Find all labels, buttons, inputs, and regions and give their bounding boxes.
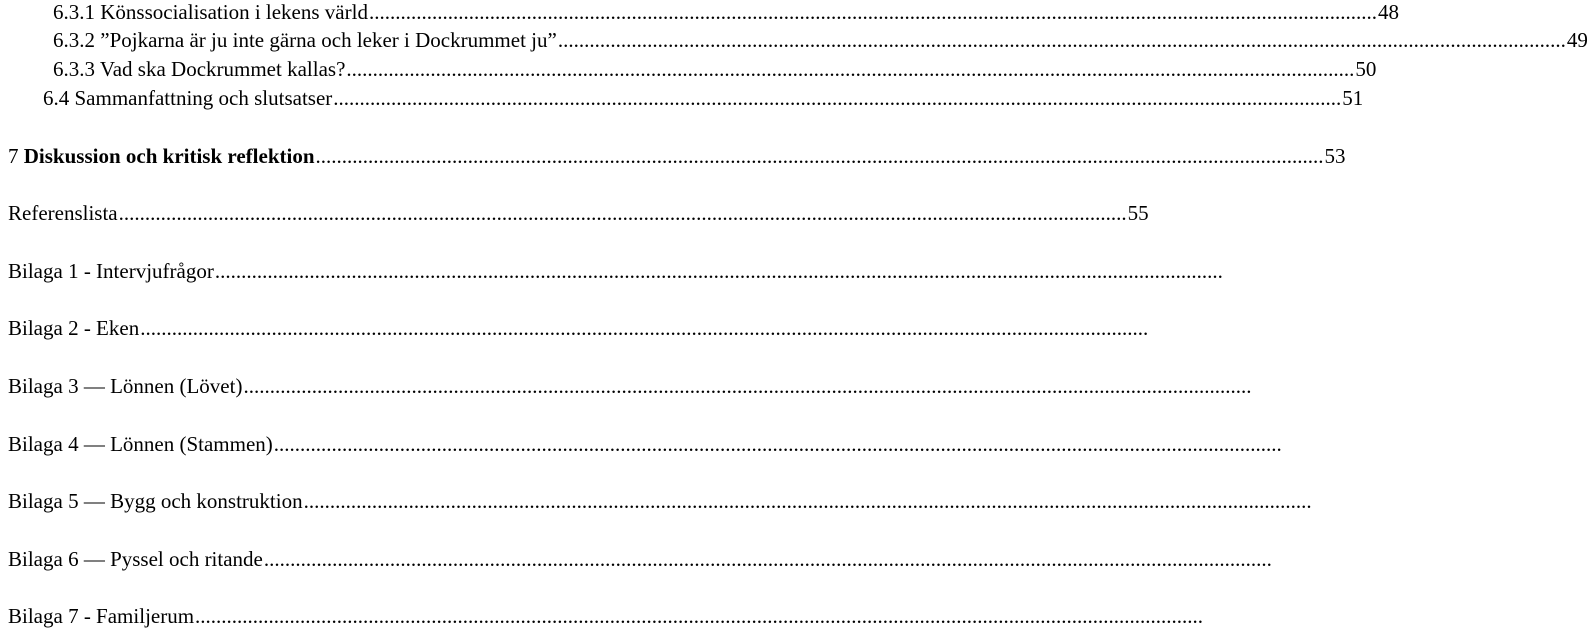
toc-number: 6.3.1 (53, 0, 95, 24)
toc-entry-bilaga-3[interactable] (0, 374, 1252, 398)
toc-page-number: 55 (1127, 201, 1149, 225)
toc-entry-bilaga-2[interactable] (0, 316, 1149, 340)
toc-title: Diskussion och kritisk reflektion (23, 144, 315, 168)
dot-leader: ................................................................................................................................................................................................ (333, 86, 1342, 110)
toc-entry-bilaga-4[interactable] (0, 432, 1282, 456)
toc-title: Bilaga 4 — Lönnen (Stammen) (8, 432, 273, 456)
toc-entry-7[interactable] (0, 144, 1346, 168)
toc-number: 6.3.3 (53, 57, 95, 81)
toc-page-number: 50 (1355, 57, 1377, 81)
toc-title: Könssocialisation i lekens värld (100, 0, 368, 24)
toc-entry-6-3-3[interactable] (0, 57, 1377, 81)
toc-page-number: 49 (1566, 28, 1588, 52)
toc-number: 6.3.2 (53, 28, 95, 52)
toc-entry-bilaga-5[interactable] (0, 489, 1312, 513)
dot-leader: ................................................................................................................................................................................................ (263, 547, 1272, 571)
toc-page-number: 48 (1377, 0, 1399, 24)
dot-leader: ................................................................................................................................................................................................ (273, 432, 1282, 456)
toc-title: Bilaga 6 — Pyssel och ritande (8, 547, 263, 571)
toc-title: Sammanfattning och slutsatser (74, 86, 333, 110)
toc-title: Bilaga 3 — Lönnen (Lövet) (8, 374, 243, 398)
dot-leader: ................................................................................................................................................................................................ (346, 57, 1355, 81)
toc-entry-6-3-2[interactable] (0, 28, 1588, 52)
toc-title: Bilaga 1 - Intervjufrågor (8, 259, 214, 283)
toc-title: Vad ska Dockrummet kallas? (99, 57, 346, 81)
dot-leader: ................................................................................................................................................................................................ (214, 259, 1223, 283)
toc-title: Bilaga 2 - Eken (8, 316, 140, 340)
toc-number: 6.4 (43, 86, 70, 110)
toc-title: Bilaga 7 - Familjerum (8, 604, 195, 628)
dot-leader: ................................................................................................................................................................................................ (303, 489, 1312, 513)
dot-leader: ................................................................................................................................................................................................ (243, 374, 1252, 398)
toc-title: Bilaga 5 — Bygg och konstruktion (8, 489, 303, 513)
toc-entry-6-4[interactable] (0, 86, 1364, 110)
dot-leader: ................................................................................................................................................................................................ (195, 604, 1204, 628)
dot-leader: ................................................................................................................................................................................................ (140, 316, 1149, 340)
toc-number: 7 (8, 144, 19, 168)
toc-entry-bilaga-7[interactable] (0, 604, 1204, 628)
toc-page-number: 51 (1342, 86, 1364, 110)
toc-entry-6-3-1[interactable] (0, 0, 1399, 24)
toc-title: Referenslista (8, 201, 118, 225)
dot-leader: ................................................................................................................................................................................................ (368, 0, 1377, 24)
dot-leader: ................................................................................................................................................................................................ (315, 144, 1324, 168)
toc-entry-referenslista[interactable] (0, 201, 1149, 225)
toc-entry-bilaga-6[interactable] (0, 547, 1272, 571)
toc-entry-bilaga-1[interactable] (0, 259, 1223, 283)
toc-title: ”Pojkarna är ju inte gärna och leker i Dockrummet ju” (100, 28, 557, 52)
toc-page-number: 53 (1324, 144, 1346, 168)
dot-leader: ................................................................................................................................................................................................ (118, 201, 1127, 225)
dot-leader: ................................................................................................................................................................................................ (557, 28, 1566, 52)
